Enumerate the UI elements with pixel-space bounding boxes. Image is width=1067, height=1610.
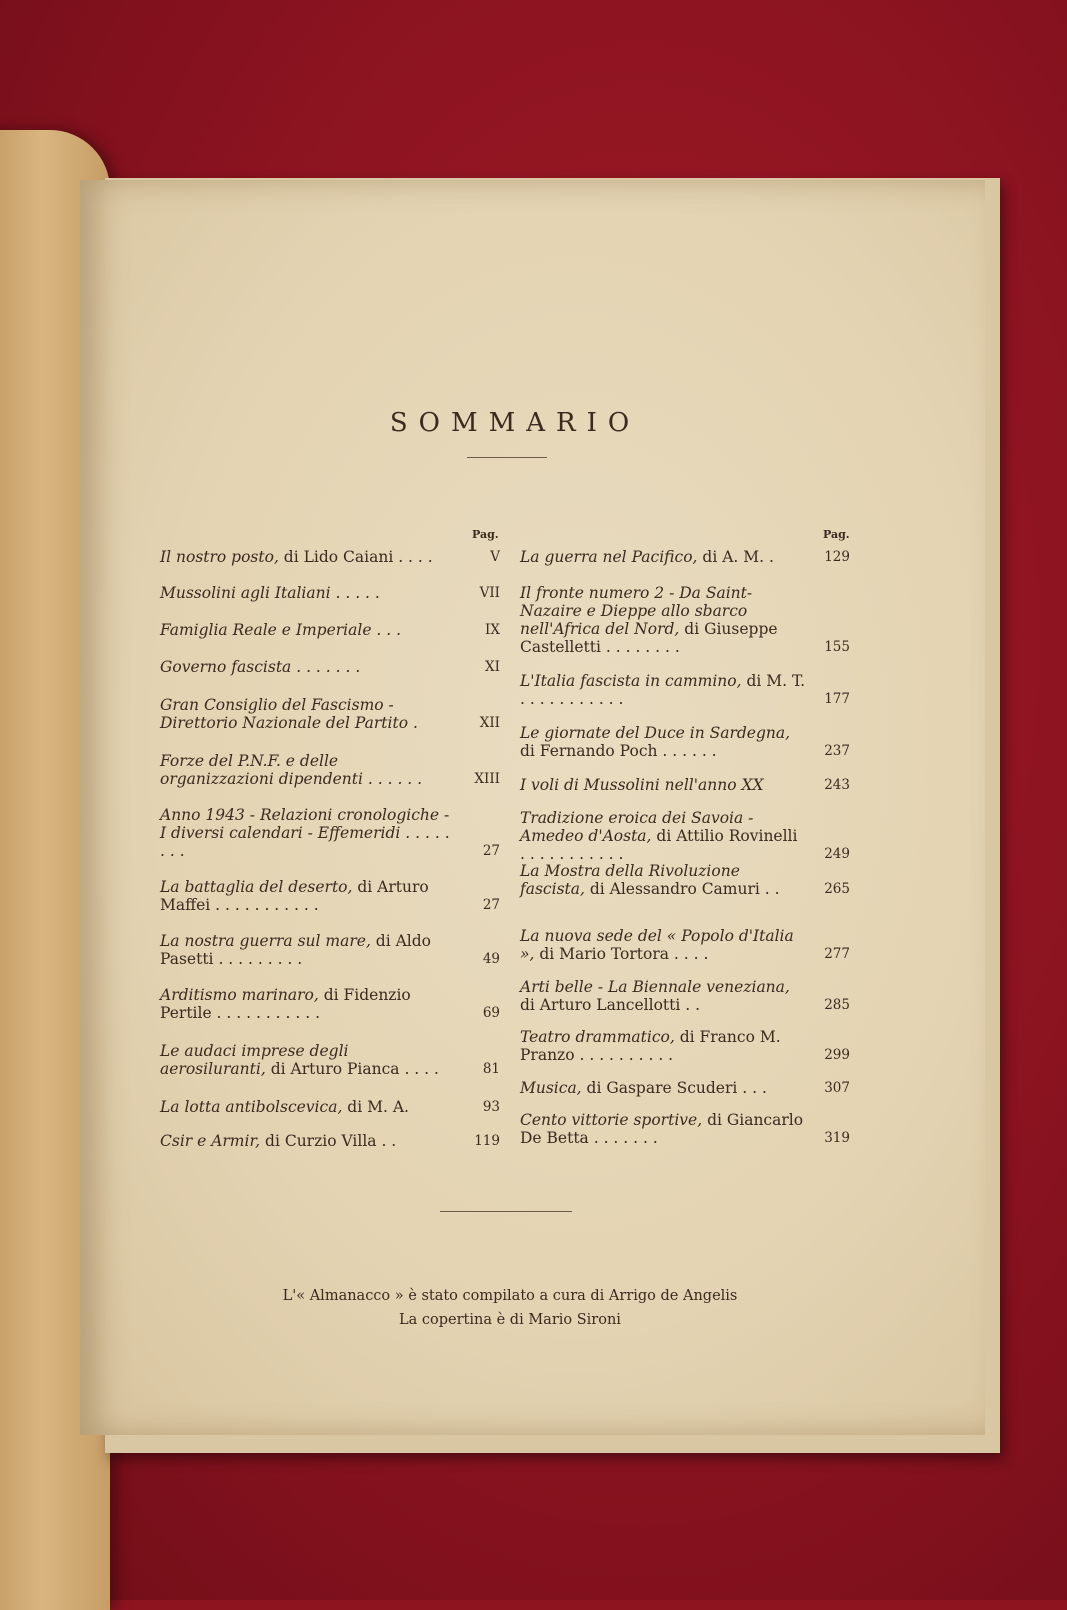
toc-entry-page: IX (485, 622, 500, 638)
toc-entry-title (520, 548, 850, 566)
toc-entry (160, 986, 500, 1022)
toc-entry (520, 584, 850, 656)
toc-entry-title-text: Anno 1943 - Relazioni cronologiche - I diversi calendari - Effemeridi . . . . . . . . (160, 806, 450, 860)
toc-entry-page: 27 (482, 897, 500, 913)
toc-entry-author: di Fidenzio Pertile . . . . . . . . . . . (160, 986, 411, 1022)
toc-entry-title-text: La battaglia del deserto, (160, 878, 353, 896)
toc-entry-title (160, 752, 500, 788)
toc-entry-title (160, 1132, 500, 1150)
toc-entry-title-text: Musica, (520, 1079, 582, 1097)
toc-entry-title (520, 672, 850, 708)
toc-entry (160, 932, 500, 968)
toc-entry-author: di Alessandro Camuri . . (584, 880, 780, 898)
toc-entry-title-text: Famiglia Reale e Imperiale . . . (160, 621, 402, 639)
toc-entry-title-text: La guerra nel Pacifico, (520, 548, 698, 566)
toc-entry-title-text: La lotta antibolscevica, (160, 1098, 343, 1116)
toc-entry-title-text: Il fronte numero 2 - Da Saint-Nazaire e Dieppe allo sbarco nell'Africa del Nord, (520, 584, 753, 638)
toc-entry-author: di Franco M. Pranzo . . . . . . . . . . (520, 1028, 781, 1064)
toc-entry (520, 862, 850, 898)
toc-entry-page: XIII (474, 771, 500, 787)
toc-entry-author: di Arturo Pianca . . . . (265, 1060, 439, 1078)
toc-entry-title (160, 932, 500, 968)
toc-entry (520, 809, 850, 863)
toc-entry-author: di Arturo Lancellotti . . (520, 996, 701, 1014)
toc-entry-title (160, 584, 500, 602)
toc-entry (160, 658, 500, 676)
toc-entry-title-text: La nostra guerra sul mare, (160, 932, 371, 950)
toc-entry-page: 69 (482, 1005, 500, 1021)
toc-entry (520, 978, 850, 1014)
toc-entry-page: 243 (824, 777, 850, 793)
toc-entry-title (520, 862, 850, 898)
toc-entry-title (160, 986, 500, 1022)
toc-entry-title-text: Arti belle - La Biennale veneziana, (520, 978, 790, 996)
toc-entry-page: 27 (482, 843, 500, 859)
toc-entry (160, 696, 500, 732)
pag-label-right: Pag. (823, 528, 850, 541)
toc-entry (160, 1098, 500, 1116)
toc-entry-page: 249 (824, 846, 850, 862)
toc-entry-title-text: Teatro drammatico, (520, 1028, 675, 1046)
toc-entry-title (160, 696, 500, 732)
toc-entry (160, 878, 500, 914)
toc-entry-page: 119 (474, 1133, 500, 1149)
toc-entry-page: V (490, 549, 500, 565)
toc-entry-title-text: La Mostra della Rivoluzione fascista, (520, 862, 740, 898)
toc-entry (520, 548, 850, 566)
toc-entry-title (160, 548, 500, 566)
toc-entry-title (520, 1079, 850, 1097)
toc-entry (160, 1042, 500, 1078)
toc-entry-author: di Attilio Rovinelli . . . . . . . . . . . (520, 827, 798, 863)
toc-entry-title (160, 1042, 500, 1078)
toc-entry-title-text: Csir e Armir, (160, 1132, 261, 1150)
toc-entry-title-text: Le audaci imprese degli aerosiluranti, (160, 1042, 349, 1078)
toc-entry (520, 1079, 850, 1097)
title-rule (467, 457, 547, 458)
toc-entry-page: VII (479, 585, 500, 601)
toc-entry (160, 584, 500, 602)
footer-rule (440, 1211, 572, 1212)
toc-entry-page: 285 (824, 997, 850, 1013)
toc-entry-author: di Aldo Pasetti . . . . . . . . . (160, 932, 432, 968)
toc-entry (160, 548, 500, 566)
toc-entry-title (520, 978, 850, 1014)
toc-entry-title-text: Forze del P.N.F. e delle organizzazioni dipendenti . . . . . . (160, 752, 423, 788)
toc-entry-author: di M. A. (342, 1098, 409, 1116)
toc-entry-title (520, 1111, 850, 1147)
toc-entry (520, 1111, 850, 1147)
toc-entry-page: 237 (824, 743, 850, 759)
toc-entry-page: 129 (824, 549, 850, 565)
footer-line-1: L'« Almanacco » è stato compilato a cura di Arrigo de Angelis (282, 1288, 738, 1304)
toc-entry-page: 319 (824, 1130, 850, 1146)
toc-entry (520, 724, 850, 760)
toc-entry-title-text: Le giornate del Duce in Sardegna, (520, 724, 791, 742)
toc-entry-title-text: Cento vittorie sportive, (520, 1111, 703, 1129)
toc-entry (160, 621, 500, 639)
toc-entry-page: XII (479, 715, 500, 731)
toc-entry-page: 265 (824, 881, 850, 897)
footer-line-2: La copertina è di Mario Sironi (399, 1312, 621, 1328)
toc-entry (160, 806, 500, 860)
toc-entry-title (520, 584, 850, 656)
toc-entry-title (160, 878, 500, 914)
toc-entry-title (520, 1028, 850, 1064)
toc-entry-page: 155 (824, 639, 850, 655)
toc-entry-author: di M. T. . . . . . . . . . . . (520, 672, 805, 708)
toc-entry-title-text: Gran Consiglio del Fascismo - Direttorio Nazionale del Partito . (160, 696, 418, 732)
toc-entry-title (160, 1098, 500, 1116)
toc-entry-author: di Giancarlo De Betta . . . . . . . (520, 1111, 804, 1147)
toc-entry-author: di Giuseppe Castelletti . . . . . . . . (520, 620, 778, 656)
toc-entry-page: 81 (482, 1061, 500, 1077)
toc-entry-title-text: Mussolini agli Italiani . . . . . (160, 584, 380, 602)
toc-entry-author: di Gaspare Scuderi . . . (581, 1079, 767, 1097)
toc-entry (520, 1028, 850, 1064)
toc-entry-author: di Mario Tortora . . . . (534, 945, 709, 963)
toc-entry (160, 1132, 500, 1150)
pag-label-left: Pag. (472, 528, 499, 541)
toc-entry-author: di Lido Caiani . . . . (278, 548, 433, 566)
toc-entry-page: XI (485, 659, 500, 675)
toc-entry-title (160, 658, 500, 676)
page-title: SOMMARIO (389, 408, 641, 438)
toc-entry-page: 49 (482, 951, 500, 967)
toc-entry-title-text: Arditismo marinaro, (160, 986, 319, 1004)
toc-entry-page: 93 (482, 1099, 500, 1115)
toc-entry-page: 299 (824, 1047, 850, 1063)
toc-entry-title-text: La nuova sede del « Popolo d'Italia », (520, 927, 794, 963)
toc-entry (520, 927, 850, 963)
toc-entry-author: di Fernando Poch . . . . . . (520, 742, 717, 760)
toc-entry-page: 307 (824, 1080, 850, 1096)
toc-entry-title-text: Governo fascista . . . . . . . (160, 658, 361, 676)
toc-entry-title-text: Il nostro posto, (160, 548, 279, 566)
toc-entry-title (520, 776, 850, 794)
toc-entry-title (160, 806, 500, 860)
toc-entry-page: 177 (824, 691, 850, 707)
toc-entry-title (520, 809, 850, 863)
toc-entry (520, 672, 850, 708)
toc-entry-title-text: L'Italia fascista in cammino, (520, 672, 742, 690)
toc-entry (520, 776, 850, 794)
toc-entry-author: di A. M. . (697, 548, 774, 566)
toc-entry-author: di Arturo Maffei . . . . . . . . . . . (160, 878, 429, 914)
toc-entry-title (160, 621, 500, 639)
toc-entry-title (520, 724, 850, 760)
toc-entry-author: di Curzio Villa . . (260, 1132, 397, 1150)
toc-entry-title-text: Tradizione eroica dei Savoia - Amedeo d'Aosta, (520, 809, 754, 845)
toc-entry-title (520, 927, 850, 963)
toc-entry (160, 752, 500, 788)
toc-entry-title-text: I voli di Mussolini nell'anno XX (520, 776, 764, 794)
toc-entry-page: 277 (824, 946, 850, 962)
